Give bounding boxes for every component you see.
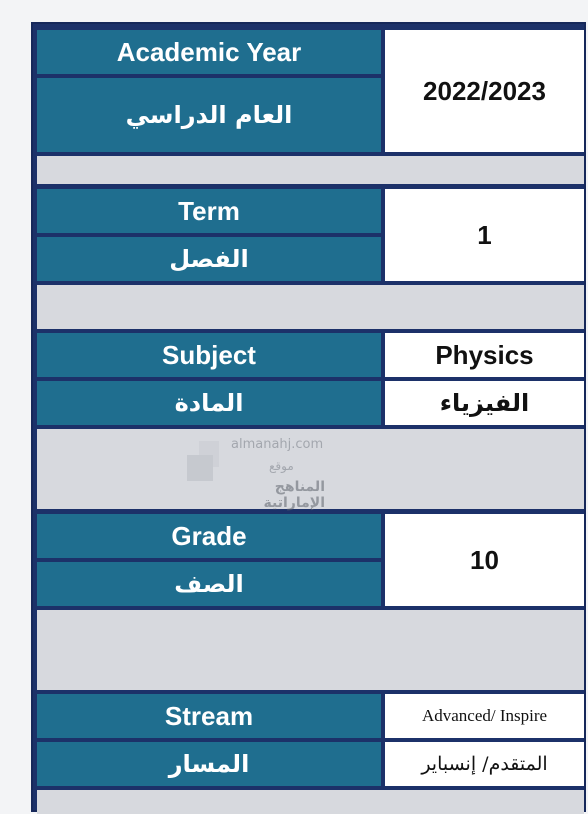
- subject-label-ar: المادة: [37, 381, 381, 425]
- stream-label-en: Stream: [37, 694, 381, 738]
- subject-block: [33, 333, 588, 425]
- stream-block: [33, 694, 588, 786]
- grade-block: [33, 514, 588, 606]
- academic-year-value: 2022/2023: [385, 30, 584, 152]
- academic-year-block: [33, 30, 588, 152]
- stream-value-en: Advanced/ Inspire: [385, 694, 584, 738]
- term-block: [33, 189, 588, 281]
- academic-year-label-en: Academic Year: [37, 30, 381, 74]
- term-label-en: Term: [37, 189, 381, 233]
- subject-label-en: Subject: [37, 333, 381, 377]
- term-value: 1: [385, 189, 584, 281]
- subject-value-ar: الفيزياء: [385, 381, 584, 425]
- spacer-row: [37, 790, 584, 814]
- term-label-ar: الفصل: [37, 237, 381, 281]
- subject-value-en: Physics: [385, 333, 584, 377]
- grade-value: 10: [385, 514, 584, 606]
- info-sheet: [31, 22, 586, 812]
- stream-value-ar: المتقدم/ إنسباير: [385, 742, 584, 786]
- spacer-row: [37, 285, 584, 329]
- spacer-row: [37, 429, 584, 509]
- spacer-row: [37, 610, 584, 690]
- grade-label-ar: الصف: [37, 562, 381, 606]
- grade-label-en: Grade: [37, 514, 381, 558]
- academic-year-label-ar: العام الدراسي: [37, 78, 381, 152]
- watermark-text-line1: موقع: [269, 459, 294, 473]
- spacer-row: [37, 156, 584, 184]
- stream-label-ar: المسار: [37, 742, 381, 786]
- watermark-text-line2: المناهج الإماراتية: [263, 479, 325, 511]
- watermark-url: almanahj.com: [231, 437, 324, 452]
